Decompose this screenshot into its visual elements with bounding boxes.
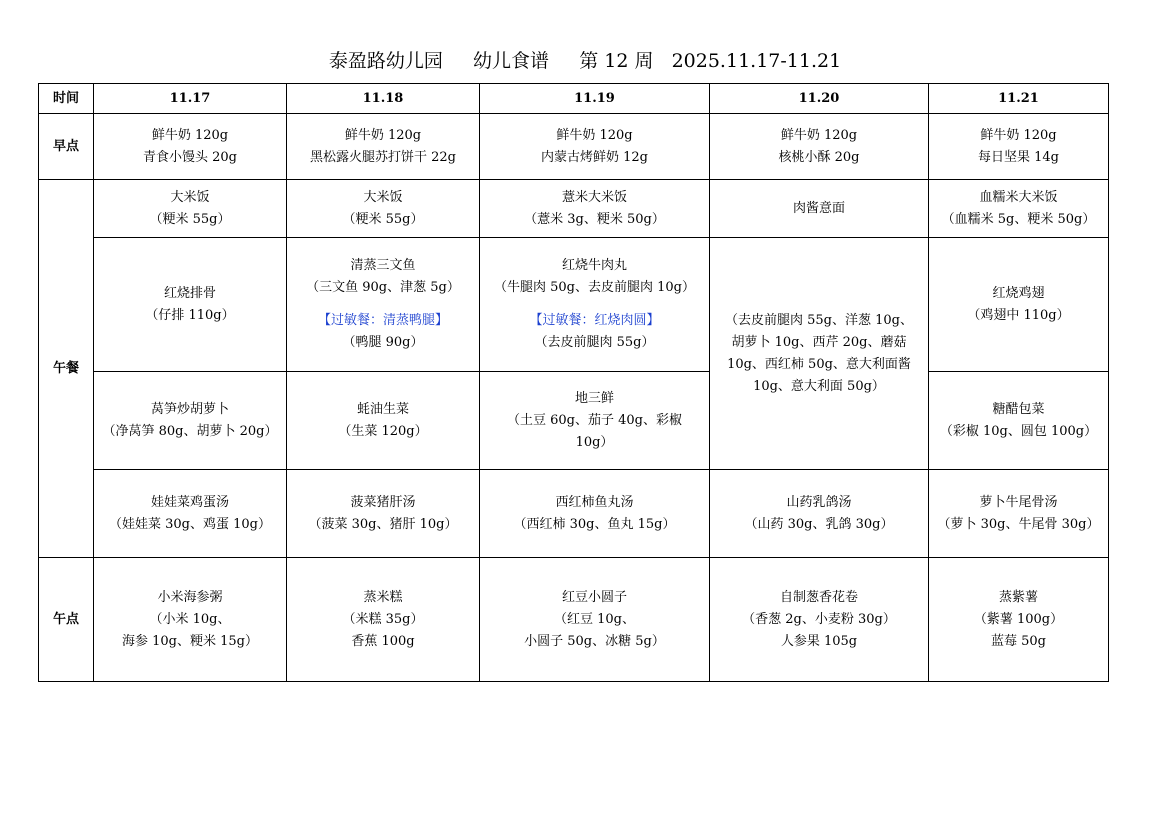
lunch-staple-row <box>39 180 1109 238</box>
page-title: 泰盈路幼儿园 幼儿食谱 第 12 周 2025.11.17-11.21 <box>328 50 842 72</box>
menu-cell: 萝卜牛尾骨汤 （萝卜 30g、牛尾骨 30g） <box>929 470 1109 558</box>
menu-cell: 鲜牛奶 120g 每日坚果 14g <box>929 114 1109 180</box>
menu-cell: 红豆小圆子 （红豆 10g、 小圆子 50g、冰糖 5g） <box>480 558 710 682</box>
menu-cell: 清蒸三文鱼 （三文鱼 90g、津葱 5g） 【过敏餐：清蒸鸭腿】 （鸭腿 90g） <box>287 238 480 372</box>
lunch-soup-row <box>39 470 1109 558</box>
allergy-note: 【过敏餐：红烧肉圆】 <box>529 313 660 328</box>
time-header: 时间 <box>39 84 94 114</box>
lunch-veg-row <box>39 372 1109 470</box>
menu-cell: 糖醋包菜 （彩椒 10g、圆包 100g） <box>929 372 1109 470</box>
menu-cell: 大米饭 （粳米 55g） <box>287 180 480 238</box>
day-header: 11.17 <box>94 84 287 114</box>
menu-cell: 地三鲜 （土豆 60g、茄子 40g、彩椒 10g） <box>480 372 710 470</box>
day-header: 11.19 <box>480 84 710 114</box>
breakfast-row <box>39 114 1109 180</box>
menu-table <box>38 83 1109 682</box>
header-row <box>39 84 1109 114</box>
lunch-main-row <box>39 238 1109 372</box>
menu-cell: （去皮前腿肉 55g、洋葱 10g、胡萝卜 10g、西芹 20g、蘑菇 10g、西红柿 50g、意大利面酱 10g、意大利面 50g） <box>710 238 929 470</box>
menu-cell: 鲜牛奶 120g 黑松露火腿苏打饼干 22g <box>287 114 480 180</box>
menu-cell: 鲜牛奶 120g 内蒙古烤鲜奶 12g <box>480 114 710 180</box>
afternoon-row <box>39 558 1109 682</box>
menu-cell: 山药乳鸽汤 （山药 30g、乳鸽 30g） <box>710 470 929 558</box>
day-header: 11.21 <box>929 84 1109 114</box>
menu-cell: 红烧牛肉丸 （牛腿肉 50g、去皮前腿肉 10g） 【过敏餐：红烧肉圆】 （去皮前腿肉 55g） <box>480 238 710 372</box>
allergy-note: 【过敏餐：清蒸鸭腿】 <box>317 313 448 328</box>
meal-label-breakfast: 早点 <box>39 114 94 180</box>
menu-cell: 蚝油生菜 （生菜 120g） <box>287 372 480 470</box>
menu-cell: 西红柿鱼丸汤 （西红柿 30g、鱼丸 15g） <box>480 470 710 558</box>
menu-cell: 血糯米大米饭 （血糯米 5g、粳米 50g） <box>929 180 1109 238</box>
day-header: 11.20 <box>710 84 929 114</box>
menu-cell: 鲜牛奶 120g 青食小馒头 20g <box>94 114 287 180</box>
day-header: 11.18 <box>287 84 480 114</box>
menu-cell: 红烧鸡翅 （鸡翅中 110g） <box>929 238 1109 372</box>
menu-cell: 红烧排骨 （仔排 110g） <box>94 238 287 372</box>
meal-label-lunch: 午餐 <box>39 180 94 558</box>
menu-cell: 娃娃菜鸡蛋汤 （娃娃菜 30g、鸡蛋 10g） <box>94 470 287 558</box>
menu-cell: 肉酱意面 <box>710 180 929 238</box>
menu-cell: 蒸紫薯 （紫薯 100g） 蓝莓 50g <box>929 558 1109 682</box>
menu-cell: 自制葱香花卷 （香葱 2g、小麦粉 30g） 人参果 105g <box>710 558 929 682</box>
menu-cell: 大米饭 （粳米 55g） <box>94 180 287 238</box>
menu-cell: 鲜牛奶 120g 核桃小酥 20g <box>710 114 929 180</box>
menu-cell: 莴笋炒胡萝卜 （净莴笋 80g、胡萝卜 20g） <box>94 372 287 470</box>
menu-cell: 薏米大米饭 （薏米 3g、粳米 50g） <box>480 180 710 238</box>
menu-cell: 菠菜猪肝汤 （菠菜 30g、猪肝 10g） <box>287 470 480 558</box>
menu-cell: 小米海参粥 （小米 10g、 海参 10g、粳米 15g） <box>94 558 287 682</box>
menu-cell: 蒸米糕 （米糕 35g） 香蕉 100g <box>287 558 480 682</box>
meal-label-afternoon: 午点 <box>39 558 94 682</box>
